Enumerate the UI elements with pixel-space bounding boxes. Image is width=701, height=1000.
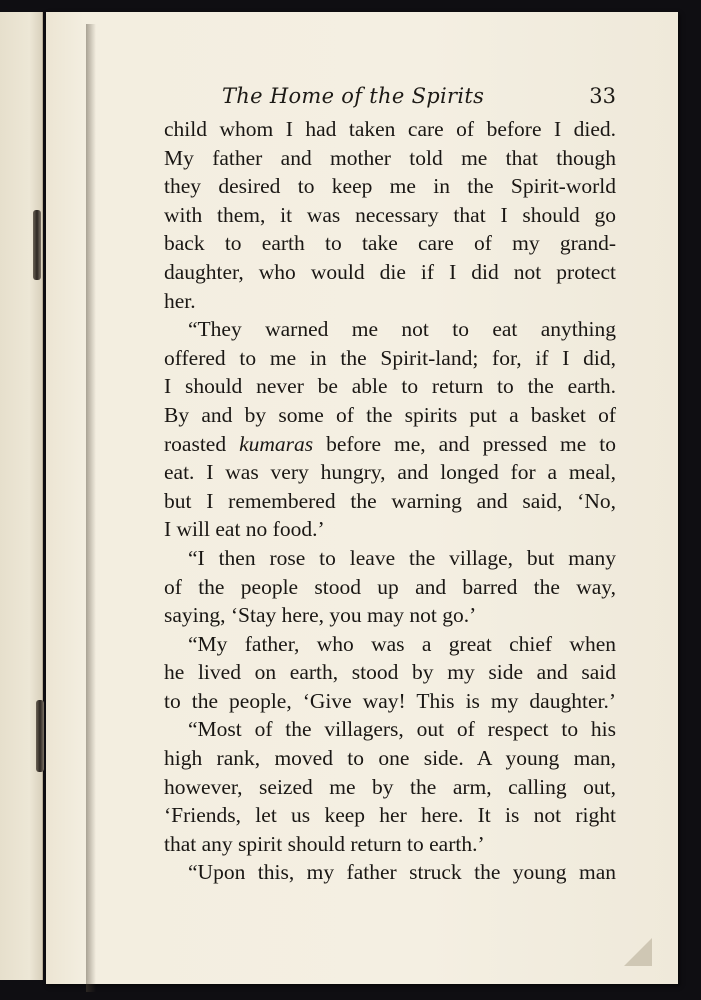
italic-word-kumaras: kumaras bbox=[239, 431, 314, 456]
text-line: By and by some of the spirits put a basket of bbox=[164, 402, 616, 427]
text-line: he lived on earth, stood by my side and said bbox=[164, 660, 616, 685]
binding-staple-bottom bbox=[36, 700, 44, 772]
running-title: The Home of the Spirits bbox=[222, 84, 485, 108]
text-line: My father and mother told me that though bbox=[164, 145, 616, 170]
text-line: that any spirit should return to earth.’ bbox=[164, 831, 485, 856]
text-segment: roasted bbox=[164, 431, 240, 456]
text-line: daughter, who would die if I did not protect bbox=[164, 259, 616, 284]
text-line: they desired to keep me in the Spirit-world bbox=[164, 174, 616, 199]
text-line: “Upon this, my father struck the young man bbox=[188, 860, 616, 885]
text-line: ‘Friends, let us keep her here. It is not right bbox=[164, 803, 616, 828]
previous-page-edge bbox=[0, 12, 43, 980]
page-number: 33 bbox=[589, 84, 616, 108]
text-line: offered to me in the Spirit-land; for, if I did, bbox=[164, 345, 616, 370]
body-text bbox=[164, 115, 616, 887]
text-line: “They warned me not to eat anything bbox=[188, 317, 616, 342]
binding-staple-top bbox=[33, 210, 41, 280]
text-line: child whom I had taken care of before I died. bbox=[164, 117, 616, 141]
text-segment: before me, and pressed me to bbox=[313, 431, 616, 456]
text-line: her. bbox=[164, 288, 196, 313]
text-line-with-italic bbox=[164, 430, 616, 459]
running-head bbox=[222, 84, 620, 118]
text-line: “Most of the villagers, out of respect to his bbox=[188, 717, 616, 742]
text-line: saying, ‘Stay here, you may not go.’ bbox=[164, 603, 477, 628]
text-line: of the people stood up and barred the way, bbox=[164, 574, 616, 599]
text-line: I will eat no food.’ bbox=[164, 517, 325, 542]
gutter-shadow bbox=[86, 24, 96, 992]
text-line: “I then rose to leave the village, but many bbox=[188, 545, 616, 570]
text-line: to the people, ‘Give way! This is my daughter.’ bbox=[164, 688, 616, 713]
text-line: high rank, moved to one side. A young man, bbox=[164, 746, 616, 771]
text-line: back to earth to take care of my grand- bbox=[164, 231, 616, 256]
text-line: but I remembered the warning and said, ‘No, bbox=[164, 488, 616, 513]
text-line: however, seized me by the arm, calling out, bbox=[164, 774, 616, 799]
page-corner-fold bbox=[624, 938, 652, 966]
text-line: I should never be able to return to the earth. bbox=[164, 374, 616, 399]
text-line: “My father, who was a great chief when bbox=[188, 631, 616, 656]
book-page bbox=[46, 12, 678, 984]
text-line: eat. I was very hungry, and longed for a meal, bbox=[164, 460, 616, 485]
text-line: with them, it was necessary that I should go bbox=[164, 202, 616, 227]
